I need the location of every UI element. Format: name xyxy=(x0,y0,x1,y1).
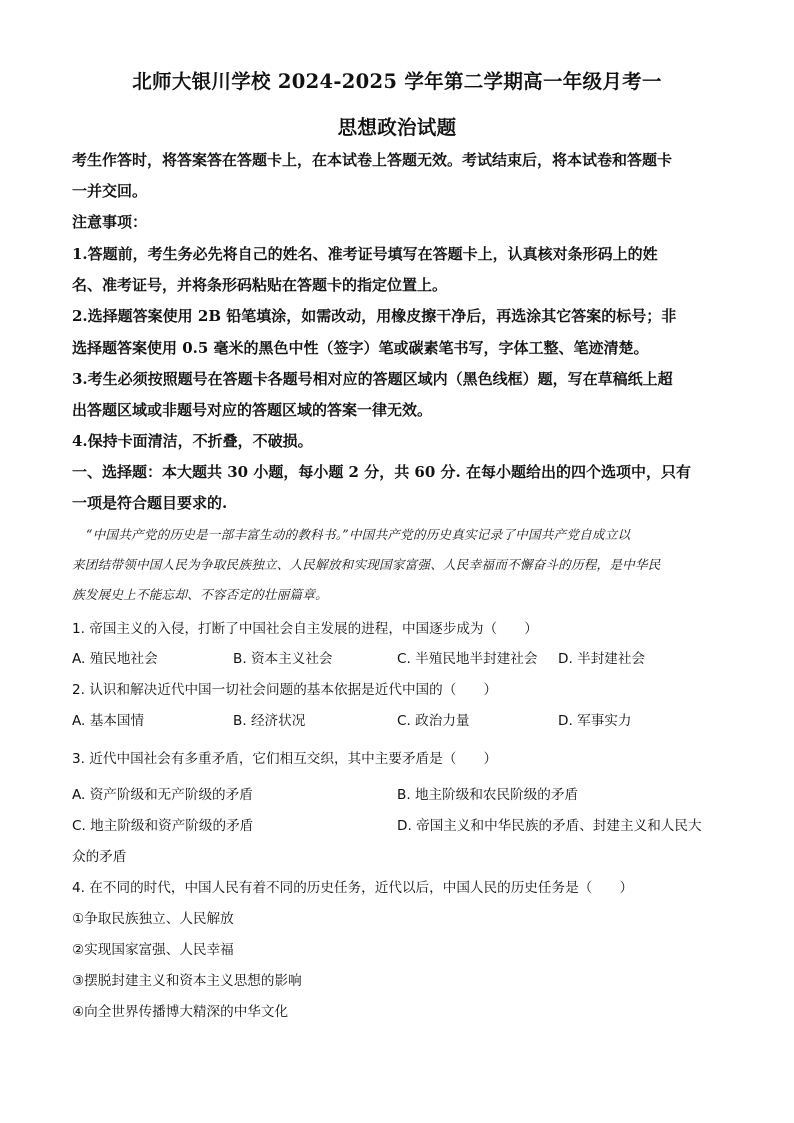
question-1-option-a: A. 殖民地社会 xyxy=(72,651,158,667)
exam-title: 北师大银川学校 2024-2025 学年第二学期高一年级月考一 xyxy=(132,70,662,93)
note-1-line-1: 1.答题前，考生务必先将自己的姓名、准考证号填写在答题卡上，认真核对条形码上的姓 xyxy=(72,245,658,263)
question-3-option-b: B. 地主阶级和农民阶级的矛盾 xyxy=(397,787,579,803)
note-3-line-1: 3.考生必须按照题号在答题卡各题号相对应的答题区域内（黑色线框）题，写在草稿纸上超 xyxy=(72,370,673,388)
note-1-line-2: 名、准考证号，并将条形码粘贴在答题卡的指定位置上。 xyxy=(72,276,448,294)
question-4-item-4: ④向全世界传播博大精深的中华文化 xyxy=(72,1004,289,1020)
question-2-option-d: D. 军事实力 xyxy=(558,713,632,729)
question-4-item-2: ②实现国家富强、人民幸福 xyxy=(72,942,234,958)
note-2-line-1: 2.选择题答案使用 2B 铅笔填涂，如需改动，用橡皮擦干净后，再选涂其它答案的标号；非 xyxy=(72,307,677,325)
question-1-option-b: B. 资本主义社会 xyxy=(233,651,333,667)
question-4-stem: 4. 在不同的时代，中国人民有着不同的历史任务，近代以后，中国人民的历史任务是（ ） xyxy=(72,880,634,896)
notes-heading: 注意事项： xyxy=(72,213,148,231)
passage-line-1: “中国共产党的历史是一部丰富生动的教科书。”中国共产党的历史真实记录了中国共产党自成立以 xyxy=(86,527,631,542)
question-1-option-d: D. 半封建社会 xyxy=(558,651,646,667)
question-3-option-a: A. 资产阶级和无产阶级的矛盾 xyxy=(72,787,253,803)
section-heading-line-1: 一、选择题：本大题共 30 小题，每小题 2 分，共 60 分. 在每小题给出的四个选项中，只有 xyxy=(72,463,691,481)
exam-subject-title: 思想政治试题 xyxy=(337,116,457,139)
question-2-option-a: A. 基本国情 xyxy=(72,713,145,729)
passage-line-2: 来团结带领中国人民为争取民族独立、人民解放和实现国家富强、人民幸福而不懈奋斗的历程，是中华民 xyxy=(72,557,661,572)
passage-line-3: 族发展史上不能忘却、不容否定的壮丽篇章。 xyxy=(72,587,328,602)
question-3-option-c: C. 地主阶级和资产阶级的矛盾 xyxy=(72,818,254,834)
question-3-option-d-continued: 众的矛盾 xyxy=(72,849,127,865)
question-2-stem: 2. 认识和解决近代中国一切社会问题的基本依据是近代中国的（ ） xyxy=(72,682,498,698)
question-2-option-b: B. 经济状况 xyxy=(233,713,306,729)
intro-line-2: 一并交回。 xyxy=(72,182,148,200)
intro-line-1: 考生作答时，将答案答在答题卡上，在本试卷上答题无效。考试结束后，将本试卷和答题卡 xyxy=(72,151,673,169)
question-1-option-c: C. 半殖民地半封建社会 xyxy=(397,651,538,667)
question-3-stem: 3. 近代中国社会有多重矛盾，它们相互交织，其中主要矛盾是（ ） xyxy=(72,751,498,767)
question-4-item-3: ③摆脱封建主义和资本主义思想的影响 xyxy=(72,973,302,989)
note-4: 4.保持卡面清洁，不折叠，不破损。 xyxy=(72,432,313,450)
question-1-stem: 1. 帝国主义的入侵，打断了中国社会自主发展的进程，中国逐步成为（ ） xyxy=(72,621,538,637)
question-4-item-1: ①争取民族独立、人民解放 xyxy=(72,911,234,927)
question-3-option-d: D. 帝国主义和中华民族的矛盾、封建主义和人民大 xyxy=(397,818,702,834)
section-heading-line-2: 一项是符合题目要求的. xyxy=(72,494,228,512)
note-2-line-2: 选择题答案使用 0.5 毫米的黑色中性（签字）笔或碳素笔书写，字体工整、笔迹清楚。 xyxy=(72,339,649,357)
note-3-line-2: 出答题区域或非题号对应的答题区域的答案一律无效。 xyxy=(72,401,433,419)
question-2-option-c: C. 政治力量 xyxy=(397,713,470,729)
